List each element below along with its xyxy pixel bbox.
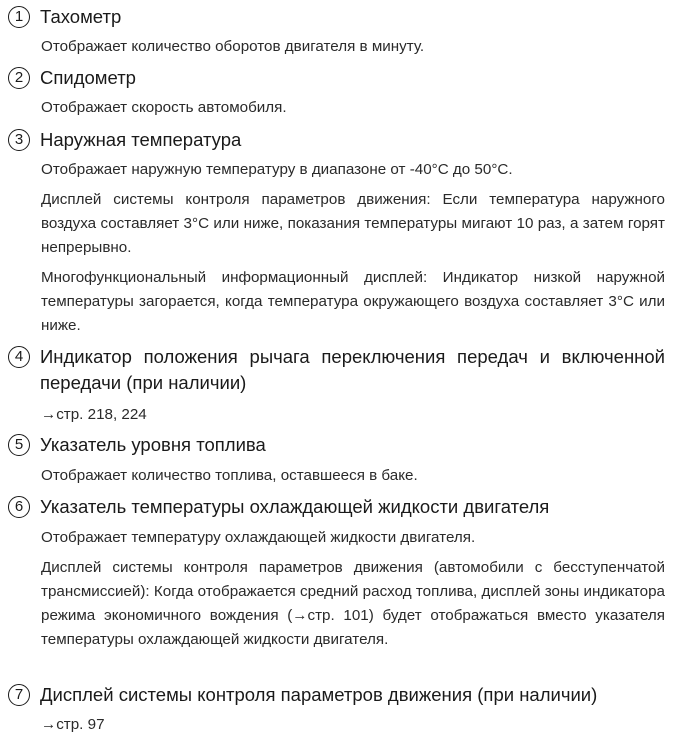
item-2-title: Спидометр (40, 67, 136, 88)
item-4-page-reference: →стр. 218, 224 (41, 406, 147, 423)
item-4-heading (8, 344, 665, 396)
item-6-title: Указатель температуры охлаждающей жидкости двигателя (40, 496, 550, 517)
item-3-paragraph-1: Отображает наружную температуру в диапазоне от -40°C до 50°C. (41, 161, 513, 178)
item-5-paragraph-1: Отображает количество топлива, оставшееся в баке. (41, 467, 418, 484)
item-2-paragraph-1: Отображает скорость автомобиля. (41, 99, 287, 116)
item-3-paragraph-2: Дисплей системы контроля параметров движения: Если температура наружного воздуха составляет 3°C или ниже, показания температуры мигают 10 раз, а затем горят непрерывно. (41, 191, 665, 256)
item-6-number-circle: 6 (8, 496, 30, 518)
item-3-paragraph-3: Многофункциональный информационный дисплей: Индикатор низкой наружной температуры загорается, когда температура окружающего воздуха составляет 3°C или ниже. (41, 269, 665, 334)
item-6-heading (8, 494, 665, 520)
item-4-title: Индикатор положения рычага переключения передач и включенной передачи (при наличии) (40, 346, 665, 393)
item-1-heading (8, 4, 665, 30)
item-2-heading (8, 65, 665, 91)
item-2-number-circle: 2 (8, 67, 30, 89)
item-5-title: Указатель уровня топлива (40, 434, 266, 455)
item-7-number-circle: 7 (8, 684, 30, 706)
item-3-heading (8, 127, 665, 153)
item-7-title: Дисплей системы контроля параметров движения (при наличии) (40, 684, 598, 705)
item-1-number-circle: 1 (8, 6, 30, 28)
item-3-title: Наружная температура (40, 129, 242, 150)
item-1-paragraph-1: Отображает количество оборотов двигателя в минуту. (41, 38, 425, 55)
item-5-heading (8, 432, 665, 458)
item-7-page-reference: →стр. 97 (41, 716, 105, 733)
item-1-title: Тахометр (40, 6, 122, 27)
item-5-number-circle: 5 (8, 434, 30, 456)
item-3-number-circle: 3 (8, 129, 30, 151)
item-7-heading (8, 682, 665, 708)
item-6-paragraph-2: Дисплей системы контроля параметров движения (автомобили с бесступенчатой трансмиссией): Когда отображается средний расход топлива, дисплей зоны индикатора режима экономичного вождения (→стр. 101) будет отображаться вместо указателя температуры охлаждающей жидкости двигателя. (41, 559, 665, 648)
item-4-number-circle: 4 (8, 346, 30, 368)
item-6-paragraph-1: Отображает температуру охлаждающей жидкости двигателя. (41, 529, 476, 546)
